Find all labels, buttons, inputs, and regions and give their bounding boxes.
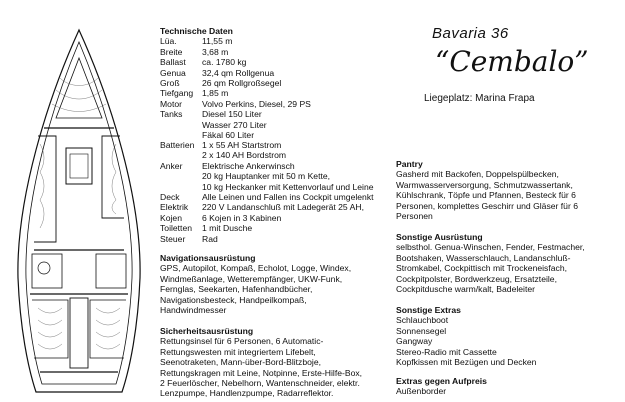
spec-row: [160, 88, 311, 98]
other-equipment-title: Sonstige Ausrüstung: [396, 232, 483, 242]
text-line: Rettungskragen mit Leine, Notpinne, Erste-Hilfe-Box,: [160, 367, 363, 378]
spec-value: Rad: [202, 233, 218, 244]
text-line: Personen: [396, 211, 433, 222]
safety-section: [160, 326, 390, 399]
spec-key: [160, 120, 202, 130]
extras-title: Sonstige Extras: [396, 305, 461, 315]
technical-data-section: [160, 26, 311, 140]
text-line: Lenzpumpe, Handlenzpumpe, Radarreflektor.: [160, 388, 334, 399]
spec-row: [160, 68, 311, 78]
spec-value: 1 x 55 AH Startstrom: [202, 140, 282, 150]
spec-key: Toiletten: [160, 223, 193, 234]
spec-key: [160, 171, 202, 181]
spec-value: Volvo Perkins, Diesel, 29 PS: [202, 98, 311, 109]
hull-outline: [18, 30, 140, 392]
spec-row: [160, 109, 311, 119]
pantry-title: Pantry: [396, 159, 423, 169]
spec-value: Elektrische Ankerwinsch: [202, 160, 295, 171]
extras-section: [396, 305, 625, 367]
paid-extras-section: [396, 376, 625, 397]
spec-value: 2 x 140 AH Bordstrom: [202, 150, 287, 161]
spec-key: Deck: [160, 192, 180, 203]
galley: [32, 254, 62, 288]
spec-key: [160, 150, 202, 160]
navigation-title: Navigationsausrüstung: [160, 253, 256, 263]
spec-key: Kojen: [160, 212, 182, 223]
spec-row: [160, 120, 311, 130]
spec-key: Anker: [160, 160, 183, 171]
text-line: Rettungswesten mit integriertem Lifebelt,: [160, 346, 316, 357]
spec-key: Steuer: [160, 233, 186, 244]
spec-row: [160, 47, 311, 57]
boat-model: Bavaria 36: [432, 25, 509, 42]
spec-row: [160, 182, 374, 192]
text-line: GPS, Autopilot, Kompaß, Echolot, Logge, Windex,: [160, 263, 352, 274]
technical-data-title: Technische Daten: [160, 26, 233, 36]
spec-value: 1 mit Dusche: [202, 223, 253, 234]
spec-key: [160, 130, 202, 140]
spec-key: Motor: [160, 98, 182, 109]
navigation-section: [160, 253, 390, 315]
boat-layout-drawing: [10, 28, 148, 396]
paid-extras-title: Extras gegen Aufpreis: [396, 376, 487, 386]
hull-inner: [26, 42, 132, 384]
spec-row: [160, 99, 311, 109]
spec-row: [160, 213, 374, 223]
spec-row: [160, 202, 374, 212]
nav-station: [96, 254, 126, 288]
text-line: Sonnensegel: [396, 325, 447, 336]
aft-cabin-berths: [32, 300, 126, 358]
text-line: Außenborder: [396, 386, 447, 397]
text-line: Seenotraketen, Mann-über-Bord-Blitzboje,: [160, 357, 321, 368]
text-line: 2 Feuerlöscher, Nebelhorn, Wantenschneider, elektr.: [160, 378, 360, 389]
spec-value: 3,68 m: [202, 46, 229, 57]
spec-row: [160, 57, 311, 67]
text-line: Handwindmesser: [160, 305, 227, 316]
spec-key: Tanks: [160, 109, 183, 120]
spec-row: [160, 234, 374, 244]
berth-location: Liegeplatz: Marina Frapa: [424, 93, 535, 104]
text-line: Gangway: [396, 336, 433, 347]
other-equipment-section: [396, 232, 625, 294]
spec-row: [160, 171, 374, 181]
text-line: Fernglas, Seekarten, Hafenhandbücher,: [160, 284, 313, 295]
text-line: Kühlschrank, Töpfe und Pfannen, Besteck für 6: [396, 190, 576, 201]
text-line: Windmeßanlage, Wetterempfänger, UKW-Funk,: [160, 273, 343, 284]
spec-value: Wasser 270 Liter: [202, 119, 267, 130]
spec-row: [160, 36, 311, 46]
text-line: Bootshaken, Wasserschlauch, Landanschluß-: [396, 252, 571, 263]
spec-key: Tiefgang: [160, 88, 194, 99]
spec-row: [160, 140, 374, 150]
spec-value: 26 qm Rollgroßsegel: [202, 78, 282, 89]
technical-data-section-2: [160, 140, 374, 244]
text-line: selbsthol. Genua-Winschen, Fender, Festmacher,: [396, 242, 585, 253]
spec-value: 20 kg Hauptanker mit 50 m Kette,: [202, 171, 331, 182]
spec-value: Alle Leinen und Fallen ins Cockpit umgelenkt: [202, 192, 374, 203]
spec-key: Batterien: [160, 140, 195, 150]
text-line: Personen, komplettes Geschirr und Gläser für 6: [396, 200, 578, 211]
spec-key: Groß: [160, 78, 180, 89]
text-line: Schlauchboot: [396, 315, 449, 326]
spec-value: ca. 1780 kg: [202, 57, 247, 68]
spec-key: Ballast: [160, 57, 186, 68]
pantry-section: [396, 159, 625, 221]
text-line: Cockpitpolster, Bordwerkzeug, Ersatzteile,: [396, 273, 557, 284]
text-line: Stromkabel, Cockpittisch mit Trockeneisfach,: [396, 263, 567, 274]
safety-title: Sicherheitsausrüstung: [160, 326, 254, 336]
spec-row: [160, 78, 311, 88]
spec-row: [160, 223, 374, 233]
text-line: Kopfkissen mit Bezügen und Decken: [396, 357, 537, 368]
spec-key: Lüa.: [160, 36, 177, 47]
spec-value: 11,55 m: [202, 36, 233, 47]
spec-row: [160, 150, 374, 160]
spec-value: Diesel 150 Liter: [202, 109, 262, 120]
spec-value: 32,4 qm Rollgenua: [202, 67, 275, 78]
cockpit: [70, 298, 88, 368]
spec-row: [160, 192, 374, 202]
saloon-settee: [34, 136, 56, 242]
spec-key: Breite: [160, 46, 183, 57]
text-line: Cockpitdusche warm/kalt, Badeleiter: [396, 284, 535, 295]
spec-value: Fäkal 60 Liter: [202, 130, 255, 141]
spec-key: Elektrik: [160, 202, 189, 213]
spec-value: 10 kg Heckanker mit Kettenvorlauf und Leine: [202, 181, 374, 192]
spec-key: [160, 182, 202, 192]
text-line: Warmwasserversorgung, Schmutzwassertank,: [396, 179, 573, 190]
spec-value: 1,85 m: [202, 88, 229, 99]
spec-key: Genua: [160, 67, 186, 78]
text-line: Gasherd mit Backofen, Doppelspülbecken,: [396, 169, 559, 180]
spec-value: 220 V Landanschluß mit Ladegerät 25 AH,: [202, 202, 364, 213]
text-line: Stereo-Radio mit Cassette: [396, 346, 497, 357]
text-line: Navigationsbesteck, Handpeilkompaß,: [160, 294, 307, 305]
spec-row: [160, 161, 374, 171]
text-line: Rettungsinsel für 6 Personen, 6 Automatic-: [160, 336, 324, 347]
spec-value: 6 Kojen in 3 Kabinen: [202, 212, 282, 223]
spec-row: [160, 130, 311, 140]
boat-name: “Cembalo”: [435, 45, 589, 78]
